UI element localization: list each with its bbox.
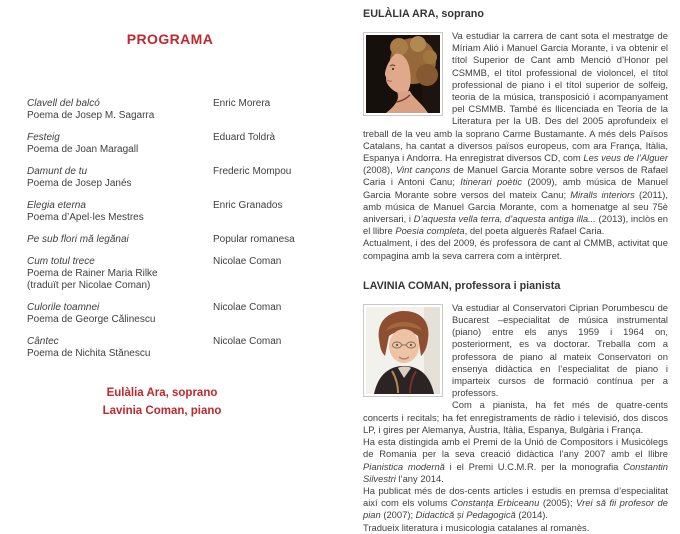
program-item [27, 132, 313, 156]
bio-paragraph: Com a pianista, ha fet més de quatre-cents concerts i recitals; ha fet enregistraments de ràdio i televisió, dos discos LP, i gires per Alemanya, Àustria, Itàlia, Espanya, Bulgària i França. [363, 399, 668, 435]
piece-note: (traduït per Nicolae Coman) [27, 280, 151, 291]
composer-name: Enric Granados [213, 200, 283, 211]
composer-name: Nicolae Coman [213, 256, 282, 267]
bio-paragraph: Actualment, i des del 2009, és professora de cant al CMMB, activitat que compagina amb la seva carrera com a intèrpret. [363, 237, 668, 261]
piece-title: Festeig [27, 132, 60, 143]
composer-name: Popular romanesa [213, 234, 295, 245]
bio-heading: EULÀLIA ARA, soprano [363, 8, 484, 20]
piece-title: Cântec [27, 336, 59, 347]
bio-paragraph: Tradueix literatura i musicologia catalanes al romanès. [363, 521, 590, 533]
pianist-portrait-image [366, 307, 440, 394]
eulalia-ara-photo [363, 32, 443, 116]
program-item [27, 234, 313, 246]
piece-poem: Poema de Rainer Maria Rilke [27, 268, 158, 279]
composer-name: Enric Morera [213, 98, 271, 109]
piece-title: Culorile toamnei [27, 302, 100, 313]
bio-heading: LAVINIA COMAN, professora i pianista [363, 279, 561, 292]
program-item [27, 98, 313, 122]
piece-title: Clavell del balcó [27, 98, 100, 109]
bio-paragraph: Ha esta distingida amb el Premi de la Unió de Compositors i Musicòlegs de Romania per la seva creació didàctica l’any 2007 amb el llibre Pianistica modernă i el Premi U.C.M.R. per la monografia Constantin Silvestri l’any 2014. [363, 436, 668, 484]
program-list [27, 98, 313, 360]
piece-poem: Poema d’Apel·les Mestres [27, 212, 144, 223]
program-item [27, 302, 313, 326]
composer-name: Frederic Mompou [213, 166, 292, 177]
piece-title: Damunt de tu [27, 166, 88, 177]
piece-title: Pe sub flori mă legănai [27, 234, 129, 245]
performer-soprano: Eulàlia Ara, soprano [106, 387, 218, 399]
program-item [27, 336, 313, 360]
piece-poem: Poema de Joan Maragall [27, 144, 139, 155]
program-item [27, 200, 313, 224]
lavinia-coman-photo [363, 304, 443, 397]
bio-paragraph: Ha publicat més de dos-cents articles i estudis en premsa d’especialitat així com els volums Constanța Erbiceanu (2005); Vrei să fii profesor de pian (2007); Didactică și Pedagogică (2014). [363, 484, 668, 521]
piece-poem: Poema de George Călinescu [27, 314, 156, 325]
program-item [27, 166, 313, 190]
composer-name: Nicolae Coman [213, 336, 282, 347]
piece-title: Cum totul trece [27, 256, 95, 267]
bio-paragraph: Va estudiar la carrera de cant sota el mestratge de Míriam Alió i Manuel Garcia Morante, i va obtenir el títol Superior de Cant amb Menció d’Honor pel CSMMB, el títol professional de violoncel, el títol professional de piano i el títol superior de solfeig, teoria de la música, transposició i acompanyament pel CSMMB. També és llicenciada en Teoria de la Literatura per la UB. Des del 2005 aprofundeix el treball de la veu amb la soprano Carme Bustamante. A més dels Països Catalans, ha cantat a diversos països europeus, com ara França, Itàlia, Espanya i Andorra. Ha enregistrat diversos CD, com Les veus de l’Alguer (2008), Vint cançons de Manuel Garcia Morante sobre versos de Rafael Caria i Antoni Canu; Itinerari poètic (2009), amb música de Manuel Garcia Morante sobre versos del mateix Canu; Miralls interiors (2011), amb música de Manuel Garcia Morante, com a homenatge al seu 75è aniversari, i D’aquesta vella terra, d’aquesta antiga illa... (2013), inclòs en el llibre Poesia completa, del poeta alguerès Rafael Caria. [363, 30, 668, 237]
page-title: PROGRAMA [126, 31, 214, 47]
composer-name: Eduard Toldrà [213, 132, 276, 143]
piece-poem: Poema de Josep M. Sagarra [27, 110, 155, 121]
soprano-portrait-image [366, 35, 440, 113]
piece-poem: Poema de Nichita Stănescu [27, 348, 151, 359]
performers [0, 384, 324, 420]
bio-eulalia-ara [363, 8, 668, 262]
program-item [27, 256, 313, 292]
composer-name: Nicolae Coman [213, 302, 282, 313]
bio-paragraph: Va estudiar al Conservatori Ciprian Porumbescu de Bucarest –especialitat de música instrumental (piano) entre els anys 1959 i 1964 on, posteriorment, es va doctorar. Treballa com a professora de piano al mateix Conservatori on ensenya didàctica en l’especialitat de piano i imparteix cursos de formació contínua per a professors. [452, 301, 668, 399]
piece-poem: Poema de Josep Janés [27, 178, 132, 189]
bio-lavinia-coman [363, 280, 668, 534]
biographies-page [340, 0, 680, 533]
performer-pianist: Lavinia Coman, piano [102, 405, 222, 417]
piece-title: Elegia eterna [27, 200, 86, 211]
program-page [0, 0, 340, 480]
